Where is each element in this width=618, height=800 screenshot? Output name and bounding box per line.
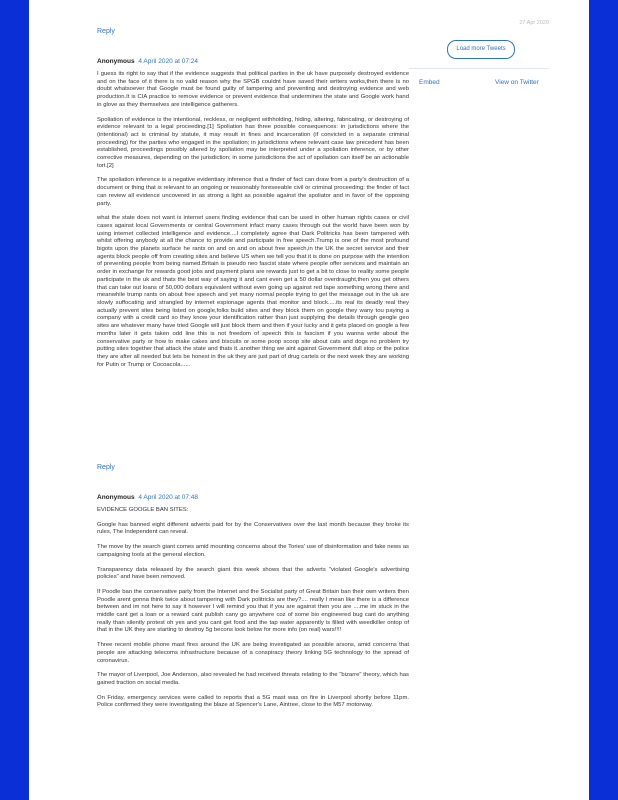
comment-header	[97, 58, 409, 65]
comment-paragraph: The spoliation inference is a negative evidentiary inference that a finder of fact can draw from a party's destruction of a document or thing that is relevant to an ongoing or reasonably foreseeable civil or criminal proceeding: the finder of fact can review all evidence uncovered in as strong a light as possible against the spoliator and in favor of the opposing party.	[97, 177, 409, 207]
reply-link[interactable]: Reply	[97, 28, 115, 35]
embed-link[interactable]: Embed	[419, 79, 440, 86]
comment	[97, 494, 409, 717]
comment-date-link[interactable]: 4 April 2020 at 07:48	[138, 494, 199, 501]
view-on-twitter-link[interactable]: View on Twitter	[495, 79, 539, 86]
reply-link[interactable]: Reply	[97, 464, 115, 471]
comment-author: Anonymous	[97, 58, 135, 65]
tweet-date: 27 Apr 2020	[519, 20, 549, 26]
comment-paragraph: Three recent mobile phone mast fires around the UK are being investigated as possible arsons, amid concerns that people are attacking telecoms infrastructure because of a conspiracy theory linking 5G technology to the spread of coronavirus.	[97, 642, 409, 664]
divider	[409, 68, 549, 69]
comment-paragraph: Transparency data released by the search giant this week shows that the adverts "violated Google's advertising policies" and have been removed.	[97, 566, 409, 581]
comment-date-link[interactable]: 4 April 2020 at 07:24	[138, 58, 199, 65]
left-blue-border	[0, 0, 29, 800]
right-blue-border	[589, 0, 618, 800]
comment-paragraph: EVIDENCE GOOGLE BAN SITES:	[97, 507, 189, 513]
comment-paragraph: Spoliation of evidence is the intentional, reckless, or negligent withholding, hiding, altering, fabricating, or destroying of evidence relevant to a legal proceeding.[1] Spoliation has three possible consequences: in jurisdictions where the (intentional) act is criminal by statute, it may result in fines and incarceration (if convicted in a separate criminal proceeding) for the parties who engaged in the spoliation; in jurisdictions where relevant case law precedent has been established, proceedings possibly altered by spoliation may be interpreted under a spoliation inference, or by other corrective measures, depending on the jurisdiction; in some jurisdictions the act of spoliation can itself be an actionable tort.[2]	[97, 116, 409, 169]
comment-paragraph: what the state does not want is internet users finding evidence that can be used in other human rights cases or civil cases against local Governments or central Government infact many cases through out the world have been won by using internet collected intelligence and evidence....I completely agree that Dark Politricks has been tampered with whilst offering anybody at all the chance to provide and participate in free speech.Trump is one of the most profound bigots upon the planets surface he rants on and on and on about free speech,in the UK the secret service and their agents block people off from creating sites and believe US when we tell you that it is done on purpose with the intention of preventing people from being named.Britain is pseudo neo fascist state where people offer services and maintain an order in exchange for rewards good jobs and payment plans are rewards just to get a bit to close to reality some people participate in the uk and thats the best way of saying it and cant even get a 50 dollar overdraught,then you get others that can take out loans of 50,000 dollars equivalent without even going up against red tape something wrong there and meanwhile trump rants on about free speech and yet many normal people trying to get the message out in the uk are slowly suffocating and strangled by internet espionage agents that monitor and block.....its real its deadly real they actually prevent sites being listed on google,folks build sites and they block them on google they wany tou paying a company with a credit card so they know your identification rather than just supplying the details through geogle geo sites are whatever many have tried Google will just block them and then if your lucky and it gets placed on google a few months later it gets taken odd line this is not freedom of speech this is fascism if you wanna write about the conservative party or how to make cakes and biscuits or some poop scoop site about cats and dogs no problem try putting sites together that attack the state and thats it..another thing we aint against Government dull stop or the police they are after all needed but lets be honest in the uk they are just part of drug cartels or the next week they are working for Putin or Trump or Cocoacola......	[97, 215, 409, 368]
comment-author: Anonymous	[97, 494, 135, 501]
comment-paragraph: Google has banned eight different adverts paid for by the Conservatives over the last month because they broke its rules, The Independent can reveal.	[97, 521, 409, 536]
comment-paragraph: The move by the search giant comes amid mounting concerns about the Tories' use of disinformation and fake news as campaigning tools at the general election.	[97, 544, 409, 558]
comment-header	[97, 494, 409, 501]
comment-paragraph: If Poodle ban the conservative party from the Internet and the Socialist party of Great Britain ban their own writers then Poodle arent gonna think twice about tampering with Dark politricks are they?.... really I mean like there is a difference between and im not here to say it however I will remind you that if you are against then you are ....me im stuck in the middle cant get a loan or a reward cant publish cany go anywhere coz of some bio engineered bug cant do anything really than silently protest oh yes and you cant get food and the tap water apparently is filled with weedkiller ontop of that in the UK they are starting to destroy 5g becons look below for more info (on real) wars!!!!	[97, 588, 409, 634]
comment-paragraph: On Friday, emergency services were called to reports that a 5G mast was on fire in Liverpool shortly before 11pm. Police confirmed they were investigating the blaze at Spencer's Lane, Aintree, close to the M57 motorway.	[97, 694, 409, 709]
page-content	[29, 0, 589, 800]
comment-paragraph: The mayor of Liverpool, Joe Anderson, also revealed he had received threats relating to the "bizarre" theory, which has gained traction on social media.	[97, 672, 409, 686]
load-more-tweets-button[interactable]: Load more Tweets	[447, 40, 515, 59]
comment-paragraph: I guess its right to say that if the evidence suggests that political parties in the uk have purposely destroyed evidence and on the face of it there is no valid reason why the SPGB couldnt have saved their writers works,then there is no doubt whatsoever that Google must be found guilty of tampering and preventing and destroying evidence and web production.It is CIA practice to remove evidence or prevent evidence that undermines the state and Google work hand in glove as they themselves are intelligence gatherers.	[97, 71, 409, 108]
comment	[97, 58, 409, 376]
